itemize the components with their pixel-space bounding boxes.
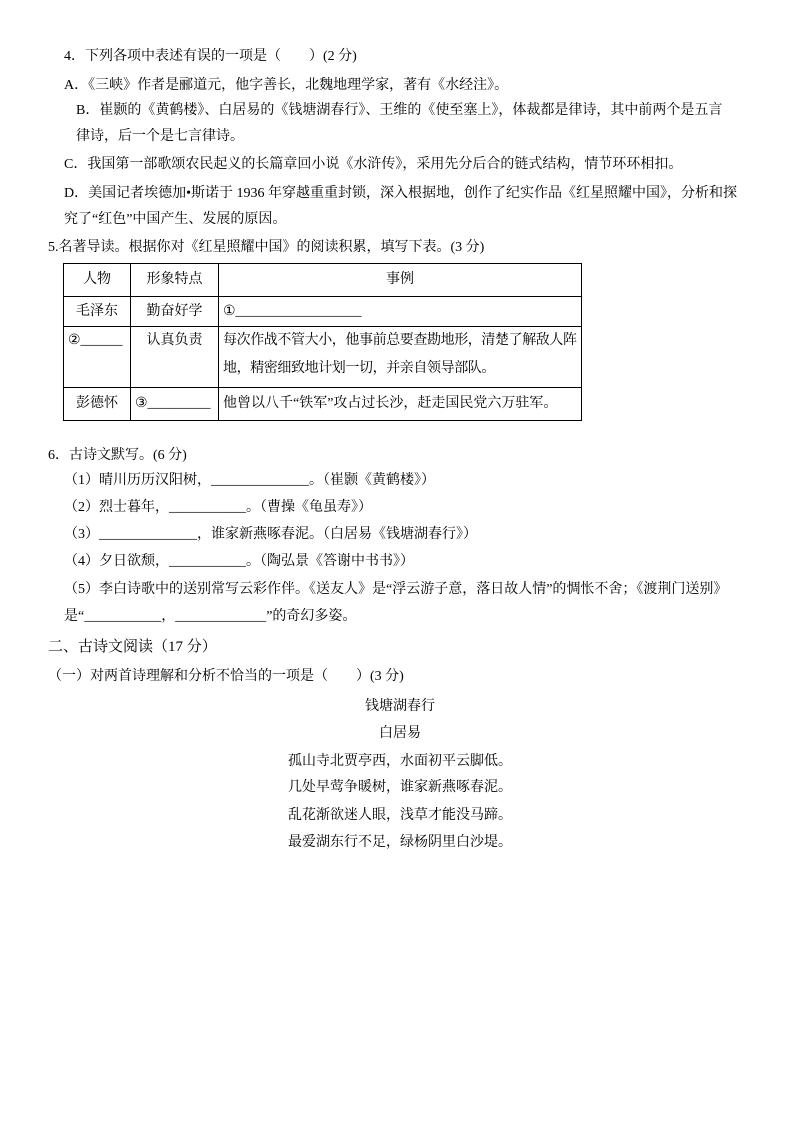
poem-line-4: 最爱湖东行不足，绿杨阴里白沙堤。 xyxy=(288,835,512,850)
recitation-item-2: （2）烈士暮年，___________。（曹操《龟虽寿》） xyxy=(64,500,372,515)
section-2-heading: 二、古诗文阅读（17 分） xyxy=(48,639,217,655)
table-row xyxy=(64,297,582,327)
table-row xyxy=(64,388,582,421)
option-c: C．我国第一部歌颂农民起义的长篇章回小说《水浒传》，采用先分后合的链式结构，情节环环相扣。 xyxy=(64,157,683,172)
header-person: 人物 xyxy=(64,264,131,297)
poem-author: 白居易 xyxy=(379,726,421,741)
recitation-item-5-line-2: 是“___________，_____________”的奇幻多姿。 xyxy=(64,609,357,624)
recitation-item-3: （3）______________，谁家新燕啄春泥。（白居易《钱塘湖春行》） xyxy=(64,527,477,542)
trait-cell: ③_________ xyxy=(131,388,219,421)
table-row xyxy=(64,327,582,388)
option-a: A．《三峡》作者是郦道元，他字善长，北魏地理学家，著有《水经注》。 xyxy=(64,78,509,93)
poem-line-1: 孤山寺北贾亭西，水面初平云脚低。 xyxy=(288,754,512,769)
person-cell: 毛泽东 xyxy=(64,297,131,327)
question-6-stem: 6．古诗文默写。(6 分) xyxy=(48,448,187,463)
example-cell: 他曾以八千“铁军”攻占过长沙，赶走国民党六万驻军。 xyxy=(219,388,582,421)
section-2-sub-question: （一）对两首诗理解和分析不恰当的一项是（ ）(3 分) xyxy=(48,669,404,684)
option-d-line-1: D．美国记者埃德加•斯诺于 1936 年穿越重重封锁，深入根据地，创作了纪实作品《红星照耀中国》，分析和探 xyxy=(64,186,738,201)
trait-cell: 勤奋好学 xyxy=(131,297,219,327)
recitation-item-4: （4）夕日欲颓，___________。（陶弘景《答谢中书书》） xyxy=(64,554,414,569)
example-line: 每次作战不管大小，他事前总要查勘地形，清楚了解敌人阵 xyxy=(223,333,577,348)
person-cell: 彭德怀 xyxy=(64,388,131,421)
option-b-line-2: 律诗，后一个是七言律诗。 xyxy=(76,129,244,144)
poem-line-2: 几处早莺争暖树，谁家新燕啄春泥。 xyxy=(288,780,512,795)
header-trait: 形象特点 xyxy=(131,264,219,297)
table-header-row xyxy=(64,264,582,297)
poem-line-3: 乱花渐欲迷人眼，浅草才能没马蹄。 xyxy=(288,808,512,823)
trait-cell: 认真负责 xyxy=(131,327,219,388)
question-5-stem: 5.名著导读。根据你对《红星照耀中国》的阅读积累，填写下表。(3 分) xyxy=(48,240,485,255)
example-line: 地，精密细致地计划一切，并亲自领导部队。 xyxy=(223,361,495,376)
recitation-item-1: （1）晴川历历汉阳树，______________。（崔颢《黄鹤楼》） xyxy=(64,473,435,488)
person-cell: ②______ xyxy=(64,327,131,388)
option-b-line-1: B．崔颢的《黄鹤楼》、白居易的《钱塘湖春行》、王维的《使至塞上》，体裁都是律诗，其中前两个是五言 xyxy=(76,103,723,118)
recitation-item-5-line-1: （5）李白诗歌中的送别常写云彩作伴。《送友人》是“浮云游子意，落日故人情”的惆怅不舍；《渡荆门送别》 xyxy=(64,582,728,597)
header-example: 事例 xyxy=(219,264,582,297)
example-cell xyxy=(219,327,582,388)
option-d-line-2: 究了“红色”中国产生、发展的原因。 xyxy=(64,212,287,227)
question-4-stem: 4．下列各项中表述有误的一项是（ ）(2 分) xyxy=(64,49,357,64)
reading-table xyxy=(63,263,582,421)
poem-title: 钱塘湖春行 xyxy=(365,699,435,714)
example-cell: ①__________________ xyxy=(219,297,582,327)
